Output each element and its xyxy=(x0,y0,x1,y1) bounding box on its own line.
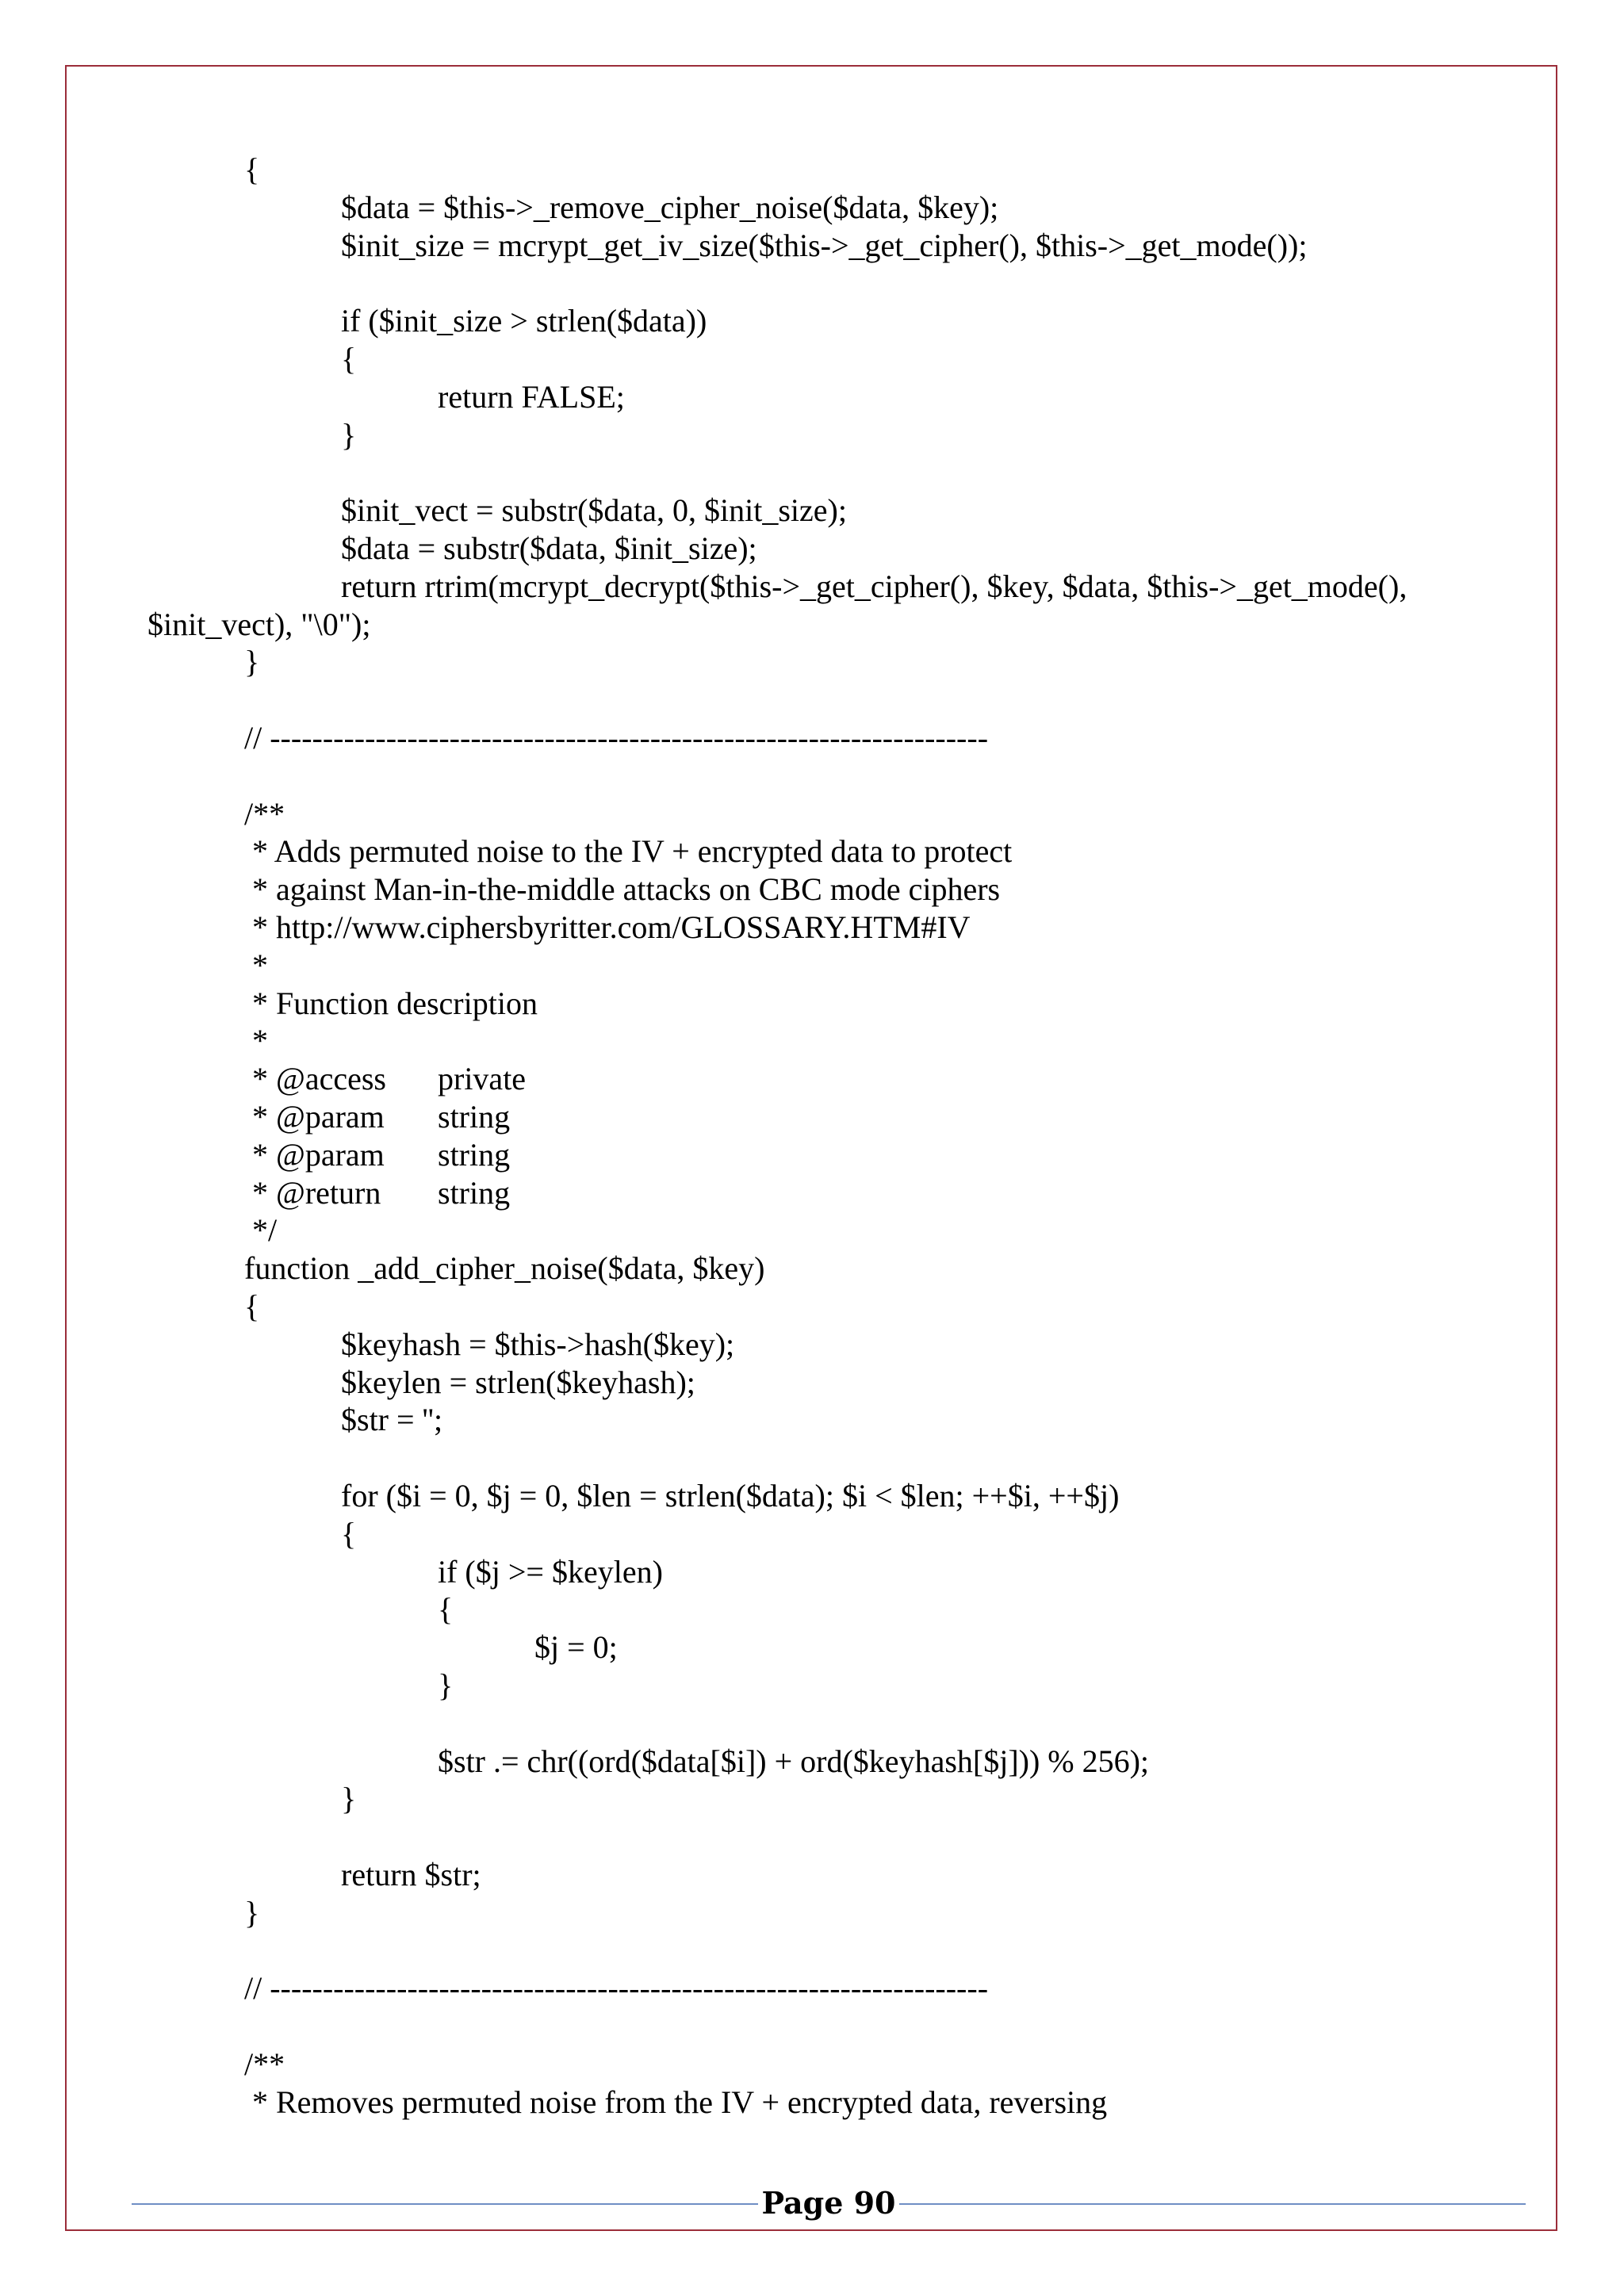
code-line xyxy=(438,1553,663,1591)
code-line-text: $data = $this->_remove_cipher_noise($data, $key); xyxy=(341,189,999,225)
code-line-text: * against Man-in-the-middle attacks on CBC mode ciphers xyxy=(244,871,1001,908)
code-line-text: $str .= chr((ord($data[$i]) + ord($keyhash[$j])) % 256); xyxy=(438,1743,1150,1779)
code-line xyxy=(244,1211,277,1249)
code-line xyxy=(244,871,1000,909)
code-line xyxy=(244,643,259,681)
page-number: Page 90 xyxy=(761,2185,896,2221)
code-line-text: { xyxy=(244,151,260,187)
code-line-text: */ xyxy=(244,1212,278,1249)
code-line-text: * @param xyxy=(244,1099,385,1135)
code-line xyxy=(341,416,356,454)
code-line-text: function _add_cipher_noise($data, $key) xyxy=(244,1250,765,1287)
code-line xyxy=(341,1364,695,1402)
footer-rule-right xyxy=(899,2203,1526,2205)
code-line xyxy=(341,1326,734,1364)
code-line-text: $str = ''; xyxy=(341,1402,443,1438)
code-line-text: * Function description xyxy=(244,985,538,1021)
code-line xyxy=(244,1249,764,1288)
code-line-text: // -------------------------------------------------------------------- xyxy=(244,720,989,756)
code-line-text: $init_size = mcrypt_get_iv_size($this->_get_cipher(), $this->_get_mode()); xyxy=(341,227,1308,263)
code-line xyxy=(147,606,370,644)
code-line-text: * xyxy=(244,947,268,983)
code-line-text: for ($i = 0, $j = 0, $len = strlen($data); $i < $len; ++$i, ++$j) xyxy=(341,1478,1120,1513)
code-line xyxy=(438,1743,1149,1781)
code-line xyxy=(244,1288,259,1326)
code-line xyxy=(244,2045,285,2084)
code-line xyxy=(341,1515,356,1553)
code-line xyxy=(438,1590,453,1628)
code-line-text: * Removes permuted noise from the IV + encrypted data, reversing xyxy=(244,2084,1108,2120)
code-line xyxy=(244,1098,385,1136)
code-line xyxy=(341,1401,442,1439)
code-line-text: } xyxy=(438,1667,454,1703)
code-line xyxy=(244,1969,988,2007)
code-line xyxy=(341,227,1307,265)
code-line-text: { xyxy=(438,1591,454,1628)
code-line-text: if ($j >= $keylen) xyxy=(438,1553,663,1590)
docblock-tag-value: string xyxy=(438,1099,511,1135)
code-line xyxy=(244,832,1012,871)
code-line xyxy=(244,985,538,1023)
code-line xyxy=(341,1780,356,1818)
code-line xyxy=(341,189,998,227)
code-line-text: $init_vect), "\0"); xyxy=(147,606,371,642)
code-line xyxy=(438,1667,453,1705)
code-line-text: } xyxy=(341,416,357,453)
docblock-tag-value: string xyxy=(438,1174,511,1211)
code-line-text: // -------------------------------------------------------------------- xyxy=(244,1970,989,2007)
code-line xyxy=(341,1856,481,1894)
code-line-text: $data = substr($data, $init_size); xyxy=(341,530,757,566)
code-line xyxy=(244,2084,1107,2122)
code-line-text: /** xyxy=(244,2046,285,2082)
code-line xyxy=(341,492,847,530)
code-line-text: $init_vect = substr($data, 0, $init_size); xyxy=(341,492,847,529)
code-line-text: * @access xyxy=(244,1061,386,1097)
code-line-text: return $str; xyxy=(341,1857,481,1892)
code-line-text: } xyxy=(244,1894,260,1931)
code-line xyxy=(244,947,268,985)
code-line xyxy=(341,302,707,340)
code-line xyxy=(534,1628,618,1667)
code-line xyxy=(438,378,625,416)
code-line-text: } xyxy=(244,644,260,680)
code-line xyxy=(341,568,1407,606)
code-line-text: return FALSE; xyxy=(438,378,625,415)
code-line xyxy=(244,909,971,947)
code-line-text: { xyxy=(341,1515,357,1552)
code-line-text: * xyxy=(244,1023,268,1059)
code-line-text: return rtrim(mcrypt_decrypt($this->_get_cipher(), $key, $data, $this->_get_mode(), xyxy=(341,568,1408,604)
code-line-text: $keyhash = $this->hash($key); xyxy=(341,1326,735,1362)
code-line-text: $j = 0; xyxy=(534,1629,618,1666)
code-line-text: } xyxy=(341,1781,357,1817)
code-line xyxy=(244,1060,386,1098)
code-line-text: /** xyxy=(244,795,285,832)
code-line-text: $keylen = strlen($keyhash); xyxy=(341,1364,695,1400)
footer-rule-left xyxy=(132,2203,758,2205)
code-line xyxy=(244,719,988,757)
code-line xyxy=(341,1477,1119,1515)
code-line-text: * @param xyxy=(244,1136,385,1173)
code-line-text: * http://www.ciphersbyritter.com/GLOSSARY.HTM#IV xyxy=(244,909,971,945)
code-line-text: { xyxy=(244,1288,260,1324)
docblock-tag-value: private xyxy=(438,1061,527,1097)
code-line xyxy=(244,151,259,189)
code-line-text: * Adds permuted noise to the IV + encrypted data to protect xyxy=(244,833,1013,870)
code-line-text: if ($init_size > strlen($data)) xyxy=(341,303,707,339)
code-line xyxy=(244,1136,385,1174)
code-line xyxy=(341,340,356,378)
code-line-text: * @return xyxy=(244,1174,381,1211)
code-line xyxy=(244,1022,268,1060)
code-line xyxy=(244,795,285,833)
code-line xyxy=(244,1174,381,1212)
code-line xyxy=(341,530,757,568)
code-line-text: { xyxy=(341,341,357,377)
code-line xyxy=(244,1894,259,1932)
docblock-tag-value: string xyxy=(438,1136,511,1173)
